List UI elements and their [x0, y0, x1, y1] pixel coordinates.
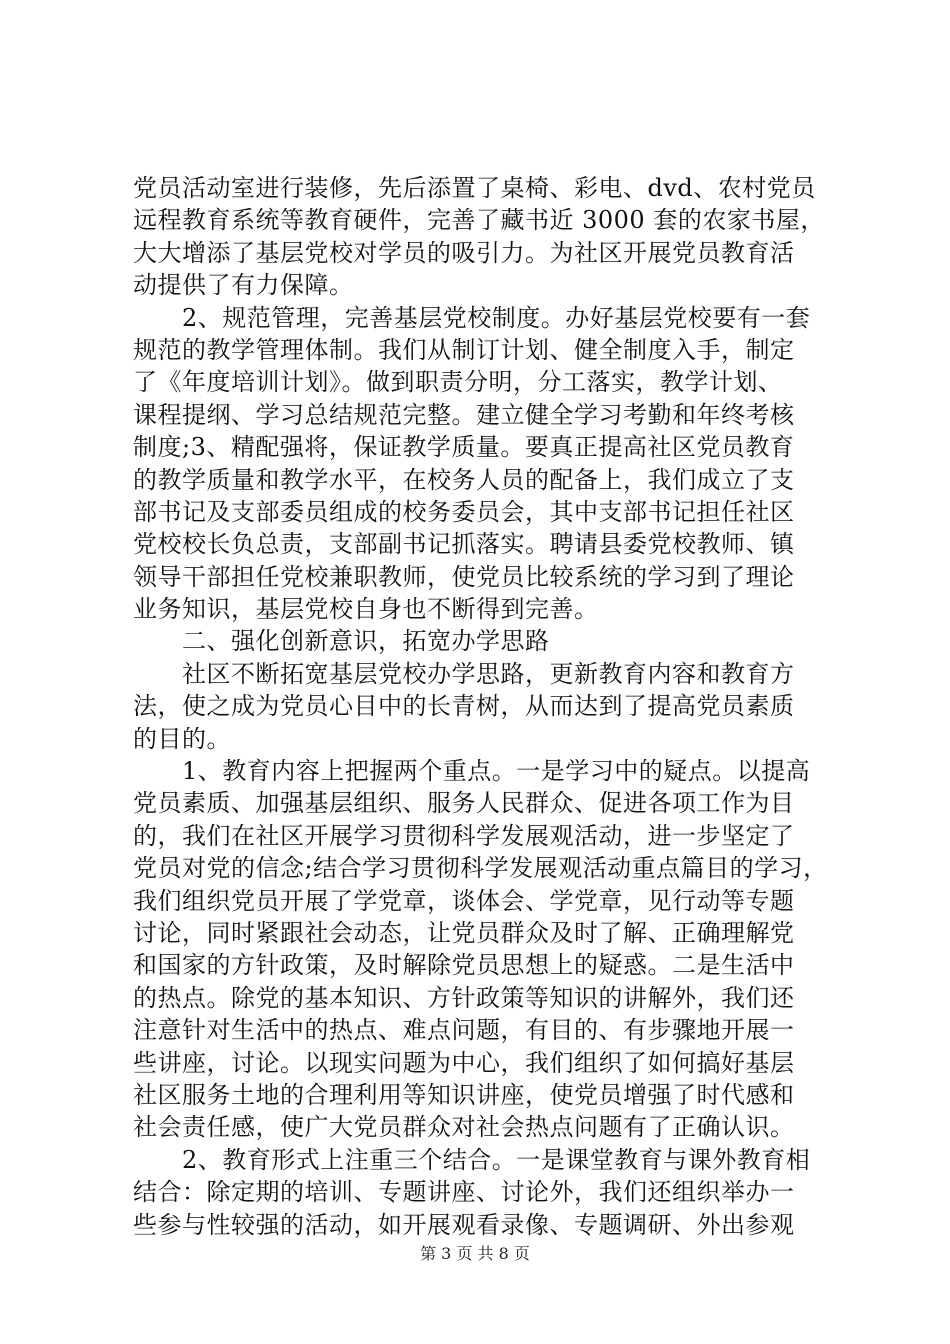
text-line: 社区不断拓宽基层党校办学思路，更新教育内容和教育方 — [133, 659, 795, 688]
text-line: 业务知识，基层党校自身也不断得到完善。 — [133, 595, 599, 624]
body-text — [133, 172, 828, 1241]
text-line: 党员对党的信念;结合学习贯彻科学发展观活动重点篇目的学习， — [133, 854, 828, 883]
text-line: 的，我们在社区开展学习贯彻科学发展观活动，进一步坚定了 — [133, 821, 795, 850]
text-line: 规范的教学管理体制。我们从制订计划、健全制度入手，制定 — [133, 335, 795, 364]
text-line: 1、教育内容上把握两个重点。一是学习中的疑点。以提高 — [133, 757, 811, 786]
text-line: 法，使之成为党员心目中的长青树，从而达到了提高党员素质 — [133, 692, 795, 721]
text-line: 领导干部担任党校兼职教师，使党员比较系统的学习到了理论 — [133, 562, 795, 591]
section-heading: 二、强化创新意识，拓宽办学思路 — [133, 627, 550, 656]
text-line: 讨论，同时紧跟社会动态，让党员群众及时了解、正确理解党 — [133, 918, 795, 947]
text-line: 结合：除定期的培训、专题讲座、讨论外，我们还组织举办一 — [133, 1178, 795, 1207]
text-line: 的教学质量和教学水平，在校务人员的配备上，我们成立了支 — [133, 465, 795, 494]
text-line: 我们组织党员开展了学党章，谈体会、学党章，见行动等专题 — [133, 886, 795, 915]
text-line: 2、教育形式上注重三个结合。一是课堂教育与课外教育相 — [133, 1145, 811, 1174]
text-line: 远程教育系统等教育硬件，完善了藏书近 3000 套的农家书屋， — [133, 206, 825, 235]
page-number-footer: 第 3 页 共 8 页 — [420, 1244, 530, 1263]
text-line: 社区服务土地的合理利用等知识讲座，使党员增强了时代感和 — [133, 1080, 795, 1109]
text-line: 的目的。 — [133, 724, 231, 753]
text-line: 注意针对生活中的热点、难点问题，有目的、有步骤地开展一 — [133, 1016, 795, 1045]
text-line: 课程提纲、学习总结规范完整。建立健全学习考勤和年终考核 — [133, 400, 795, 429]
text-line: 些参与性较强的活动，如开展观看录像、专题调研、外出参观 — [133, 1210, 795, 1239]
text-line: 大大增添了基层党校对学员的吸引力。为社区开展党员教育活 — [133, 238, 795, 267]
text-line: 的热点。除党的基本知识、方针政策等知识的讲解外，我们还 — [133, 983, 795, 1012]
text-line: 了《年度培训计划》。做到职责分明，分工落实，教学计划、 — [133, 368, 783, 397]
text-line: 党员素质、加强基层组织、服务人民群众、促进各项工作为目 — [133, 789, 795, 818]
text-line: 部书记及支部委员组成的校务委员会，其中支部书记担任社区 — [133, 497, 795, 526]
text-line: 社会责任感，使广大党员群众对社会热点问题有了正确认识。 — [133, 1113, 795, 1142]
text-line: 2、规范管理，完善基层党校制度。办好基层党校要有一套 — [133, 303, 811, 332]
text-line: 动提供了有力保障。 — [133, 271, 354, 300]
text-line: 党员活动室进行装修，先后添置了桌椅、彩电、dvd、农村党员 — [133, 174, 816, 202]
text-line: 和国家的方针政策，及时解除党员思想上的疑惑。二是生活中 — [133, 951, 795, 980]
text-line: 些讲座，讨论。以现实问题为中心，我们组织了如何搞好基层 — [133, 1048, 795, 1077]
text-line: 党校校长负总责，支部副书记抓落实。聘请县委党校教师、镇 — [133, 530, 795, 559]
text-line: 制度;3、精配强将，保证教学质量。要真正提高社区党员教育 — [133, 433, 795, 462]
